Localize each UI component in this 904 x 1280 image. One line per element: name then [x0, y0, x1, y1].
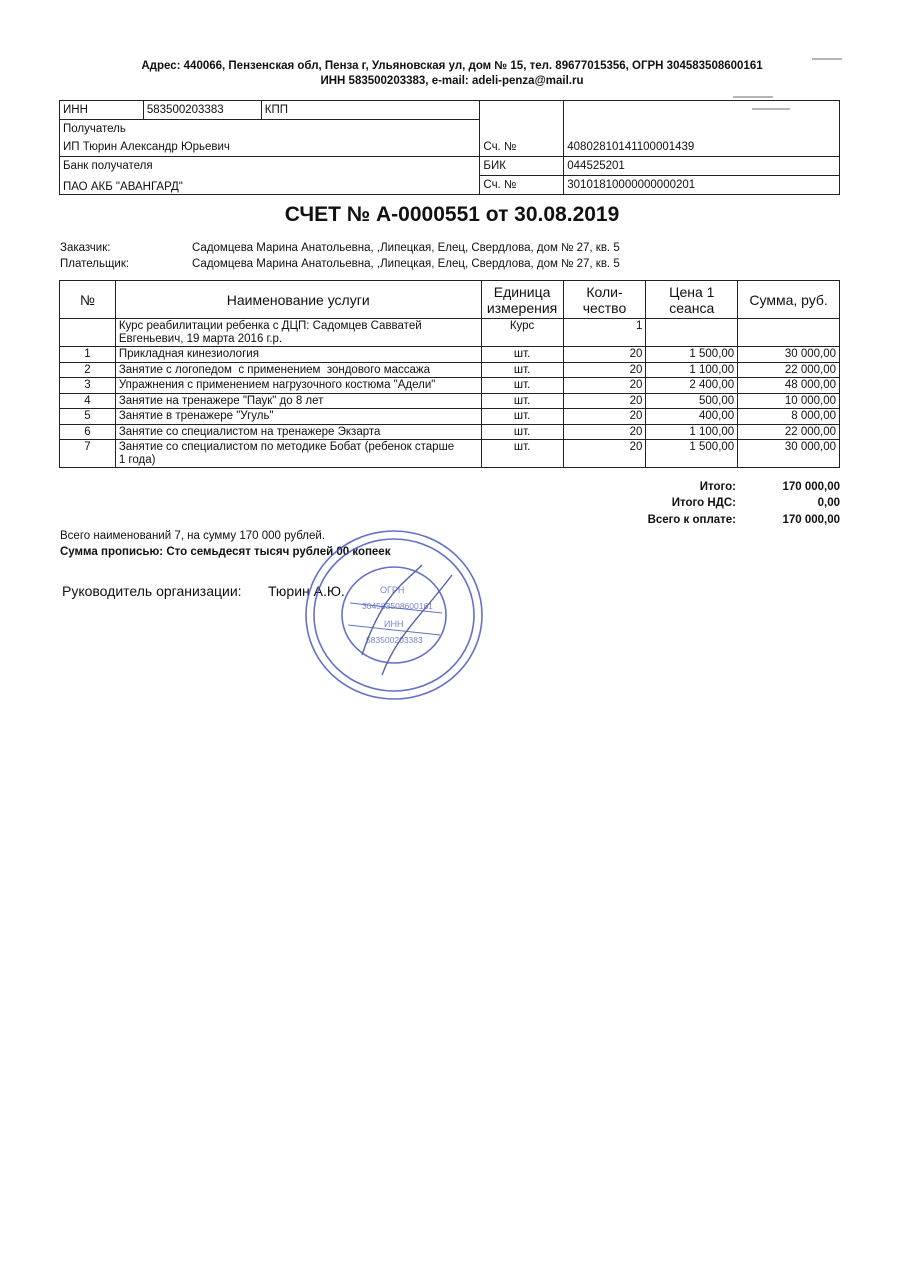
vat-value: 0,00	[817, 497, 840, 509]
row-sum: 10 000,00	[738, 393, 840, 409]
row-num: 3	[60, 378, 116, 394]
row-price: 400,00	[646, 409, 738, 425]
corr-account-label: Сч. №	[480, 176, 564, 195]
pay-label: Всего к оплате:	[647, 514, 736, 526]
row-price: 1 500,00	[646, 347, 738, 363]
table-row	[60, 378, 840, 394]
row-name: Упражнения с применением нагрузочного костюма "Адели"	[115, 378, 481, 394]
course-row	[60, 319, 840, 347]
col-header-name: Наименование услуги	[115, 281, 481, 319]
row-qty: 20	[563, 362, 646, 378]
row-price: 1 100,00	[646, 362, 738, 378]
row-num: 5	[60, 409, 116, 425]
items-count-line: Всего наименований 7, на сумму 170 000 рублей.	[60, 530, 326, 542]
svg-text:ОГРН: ОГРН	[380, 585, 405, 595]
row-sum: 30 000,00	[738, 440, 840, 468]
row-price: 500,00	[646, 393, 738, 409]
row-num: 6	[60, 424, 116, 440]
row-num: 4	[60, 393, 116, 409]
row-unit: шт.	[481, 424, 563, 440]
row-qty: 20	[563, 378, 646, 394]
row-unit: шт.	[481, 409, 563, 425]
svg-text:304583508600161: 304583508600161	[362, 601, 433, 611]
row-price: 2 400,00	[646, 378, 738, 394]
table-header-row	[60, 281, 840, 319]
row-qty: 20	[563, 393, 646, 409]
row-unit: шт.	[481, 347, 563, 363]
row-qty: 20	[563, 347, 646, 363]
company-inn-email: ИНН 583500203383, e-mail: adeli-penza@mail.ru	[320, 75, 584, 87]
payer-value: Садомцева Марина Анатольевна, ,Липецкая, Елец, Свердлова, дом № 27, кв. 5	[192, 258, 620, 270]
row-unit: шт.	[481, 393, 563, 409]
account-value: 40802810141100001439	[564, 138, 840, 157]
row-name: Занятие в тренажере "Угуль"	[115, 409, 481, 425]
inn-label: ИНН	[60, 101, 144, 120]
row-qty: 20	[563, 409, 646, 425]
row-sum: 30 000,00	[738, 347, 840, 363]
row-name: Занятие со специалистом на тренажере Экзарта	[115, 424, 481, 440]
total-label: Итого:	[699, 481, 736, 493]
row-name: Прикладная кинезиология	[115, 347, 481, 363]
row-name: Занятие с логопедом с применением зондового массажа	[115, 362, 481, 378]
row-price: 1 500,00	[646, 440, 738, 468]
invoice-title: СЧЕТ № А-0000551 от 30.08.2019	[284, 203, 620, 226]
bank-details-table	[59, 100, 840, 195]
corr-account-value: 30101810000000000201	[564, 176, 840, 195]
inn-value: 583500203383	[143, 101, 261, 120]
customer-value: Садомцева Марина Анатольевна, ,Липецкая, Елец, Свердлова, дом № 27, кв. 5	[192, 242, 620, 254]
row-num: 2	[60, 362, 116, 378]
amount-in-words: Сумма прописью: Сто семьдесят тысяч рублей 00 копеек	[60, 546, 391, 558]
row-unit: шт.	[481, 440, 563, 468]
svg-text:ИНН: ИНН	[384, 619, 404, 629]
payer-label: Плательщик:	[60, 258, 130, 270]
row-qty: 20	[563, 424, 646, 440]
table-row	[60, 409, 840, 425]
row-name: Занятие на тренажере "Паук" до 8 лет	[115, 393, 481, 409]
total-value: 170 000,00	[782, 481, 840, 493]
col-header-sum: Сумма, руб.	[738, 281, 840, 319]
company-stamp	[302, 525, 490, 705]
table-row	[60, 362, 840, 378]
account-label: Сч. №	[480, 138, 564, 157]
scan-smudge	[812, 58, 842, 60]
company-address: Адрес: 440066, Пензенская обл, Пенза г, Ульяновская ул, дом № 15, тел. 89677015356, ОГРН 304583508600161	[141, 60, 763, 72]
bank-label: Банк получателя	[60, 157, 480, 176]
recipient-name: ИП Тюрин Александр Юрьевич	[60, 138, 480, 157]
course-name: Курс реабилитации ребенка с ДЦП: Садомцев Савватей Евгеньевич, 19 марта 2016 г.р.	[115, 319, 481, 347]
col-header-price: Цена 1 сеанса	[646, 281, 738, 319]
course-unit: Курс	[481, 319, 563, 347]
course-qty: 1	[563, 319, 646, 347]
svg-text:583500203383: 583500203383	[366, 635, 423, 645]
row-sum: 48 000,00	[738, 378, 840, 394]
col-header-num: №	[60, 281, 116, 319]
row-price: 1 100,00	[646, 424, 738, 440]
row-unit: шт.	[481, 378, 563, 394]
row-qty: 20	[563, 440, 646, 468]
table-row	[60, 347, 840, 363]
bik-label: БИК	[480, 157, 564, 176]
row-num: 1	[60, 347, 116, 363]
col-header-unit: Единица измерения	[481, 281, 563, 319]
director-label: Руководитель организации:	[62, 583, 242, 599]
customer-label: Заказчик:	[60, 242, 111, 254]
row-sum: 8 000,00	[738, 409, 840, 425]
row-sum: 22 000,00	[738, 362, 840, 378]
pay-value: 170 000,00	[782, 514, 840, 526]
table-row	[60, 424, 840, 440]
kpp-label: КПП	[261, 101, 480, 120]
table-row	[60, 440, 840, 468]
row-num: 7	[60, 440, 116, 468]
row-name: Занятие со специалистом по методике Бобат (ребенок старше 1 года)	[115, 440, 481, 468]
director-name: Тюрин А.Ю.	[268, 583, 345, 599]
vat-label: Итого НДС:	[671, 497, 736, 509]
row-sum: 22 000,00	[738, 424, 840, 440]
bik-value: 044525201	[564, 157, 840, 176]
col-header-qty: Коли- чество	[563, 281, 646, 319]
row-unit: шт.	[481, 362, 563, 378]
bank-name: ПАО АКБ "АВАНГАРД"	[60, 176, 480, 195]
scan-smudge	[733, 96, 773, 98]
recipient-label: Получатель	[60, 120, 480, 139]
table-row	[60, 393, 840, 409]
services-table	[59, 280, 840, 468]
